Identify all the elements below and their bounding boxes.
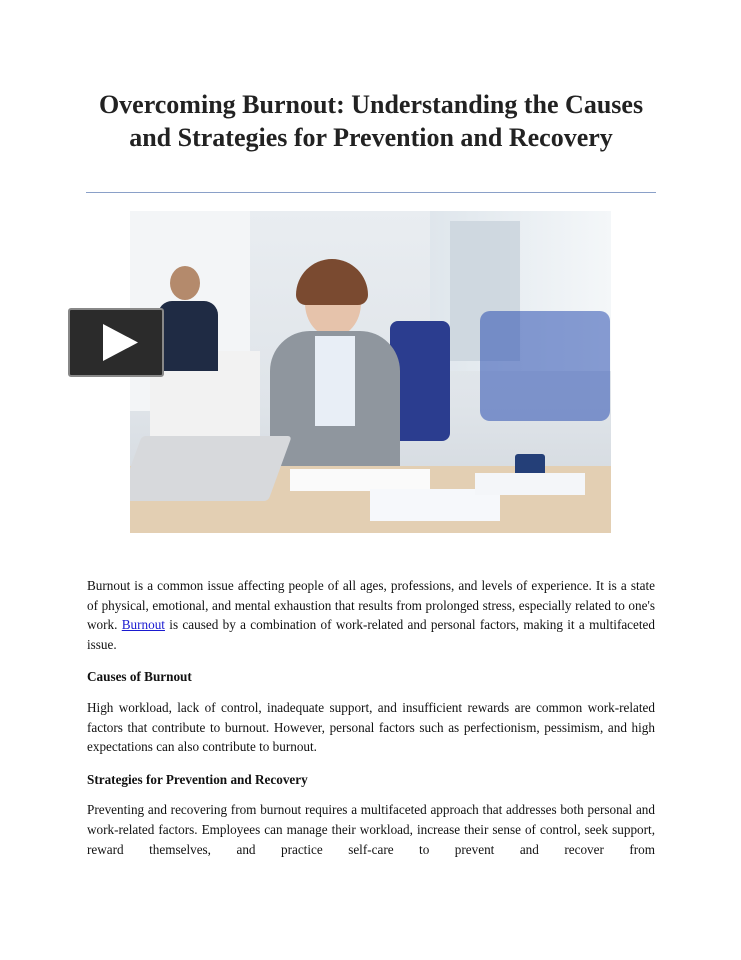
article-body	[87, 576, 655, 872]
article-photo	[130, 211, 611, 533]
intro-paragraph	[87, 576, 655, 654]
causes-paragraph: High workload, lack of control, inadequate support, and insufficient rewards are common work-related factors that contribute to burnout. However, personal factors such as perfectionism, pessimism, and high expectations can also contribute to burnout.	[87, 699, 655, 755]
section-heading-causes: Causes of Burnout	[87, 669, 192, 685]
strategies-paragraph: Preventing and recovering from burnout requires a multifaceted approach that addresses both personal and work-related factors. Employees can manage their workload, increase their sense of control, seek support, reward themselves, and practice self-care to prevent and recover from	[87, 802, 655, 857]
intro-text: Burnout is a common issue affecting people of all ages, professions, and levels of experience. It is a state of physical, emotional, and mental exhaustion that results from prolonged stress, especially related to one's work.	[87, 578, 655, 633]
play-video-button[interactable]	[68, 308, 164, 377]
burnout-link[interactable]: Burnout	[121, 617, 165, 633]
page-title: Overcoming Burnout: Understanding the Causes and Strategies for Prevention and Recovery	[98, 90, 644, 152]
intro-text-continued: is caused by a combination of work-related and personal factors, making it a multifaceted issue.	[87, 617, 656, 652]
play-icon	[70, 310, 162, 375]
title-divider	[86, 192, 656, 193]
section-heading-strategies: Strategies for Prevention and Recovery	[87, 771, 308, 787]
